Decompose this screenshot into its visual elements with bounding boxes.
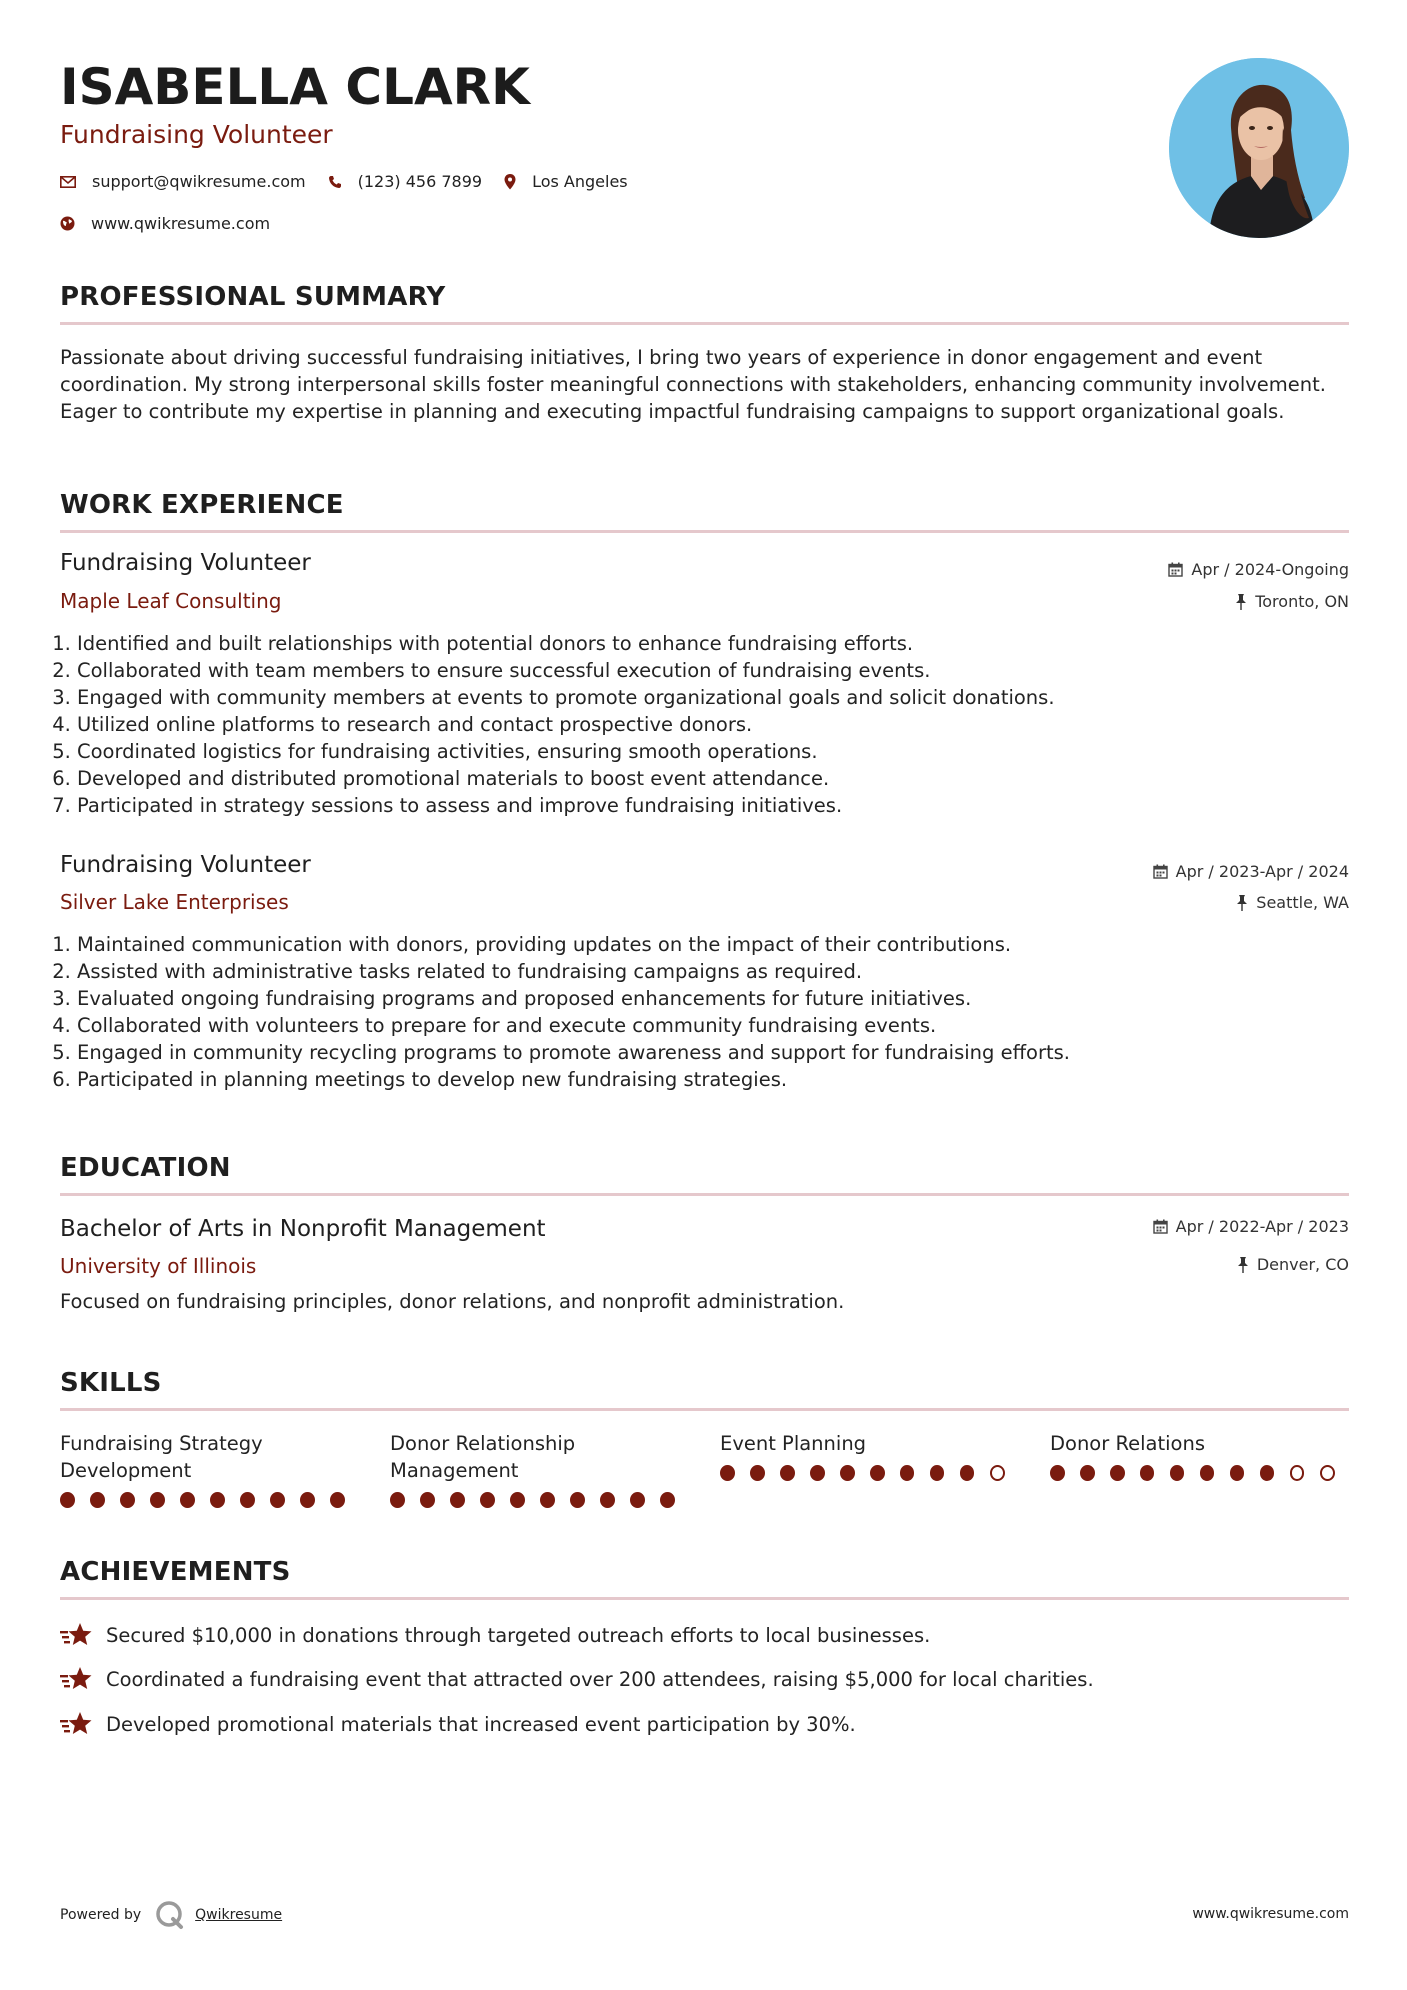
footer-website-link[interactable]: www.qwikresume.com <box>1192 1906 1349 1922</box>
job-location <box>1236 893 1349 912</box>
achievement-item <box>60 1666 1094 1692</box>
powered-by-label: Powered by <box>60 1907 142 1923</box>
calendar-icon <box>1168 562 1183 577</box>
website-text: www.qwikresume.com <box>91 214 271 233</box>
rating-dot-filled <box>330 1492 345 1508</box>
rating-dot-filled <box>570 1492 585 1508</box>
list-item: 7. Participated in strategy sessions to assess and improve fundraising initiatives. <box>77 792 1347 819</box>
job-dates <box>1153 862 1349 881</box>
rating-dot-filled <box>120 1492 135 1508</box>
rating-dot-filled <box>510 1492 525 1508</box>
rating-dot-filled <box>720 1465 735 1481</box>
location-text: Denver, CO <box>1256 1255 1349 1274</box>
dates-text: Apr / 2024-Ongoing <box>1191 560 1349 579</box>
skill-item <box>60 1430 360 1508</box>
job-title: Fundraising Volunteer <box>60 550 311 576</box>
rating-dot-filled <box>1260 1465 1275 1481</box>
rating-dot-filled <box>210 1492 225 1508</box>
star-icon <box>60 1711 94 1737</box>
skill-item <box>390 1430 690 1508</box>
skill-name: Event Planning <box>720 1432 867 1455</box>
education-dates <box>1153 1217 1349 1236</box>
rating-dot-filled <box>1230 1465 1245 1481</box>
rating-dot-filled <box>900 1465 915 1481</box>
contact-phone[interactable] <box>328 172 482 191</box>
education-heading: EDUCATION <box>60 1153 231 1183</box>
rating-dot-filled <box>480 1492 495 1508</box>
list-item: 2. Collaborated with team members to ensure successful execution of fundraising events. <box>77 657 1347 684</box>
rating-dot-filled <box>630 1492 645 1508</box>
skill-rating <box>720 1465 1020 1481</box>
section-divider <box>60 1193 1349 1196</box>
achievement-text: Secured $10,000 in donations through targeted outreach efforts to local businesses. <box>106 1623 931 1647</box>
rating-dot-filled <box>300 1492 315 1508</box>
list-item: 4. Utilized online platforms to research and contact prospective donors. <box>77 711 1347 738</box>
rating-dot-filled <box>450 1492 465 1508</box>
rating-dot-filled <box>150 1492 165 1508</box>
rating-dot-filled <box>870 1465 885 1481</box>
location-text: Toronto, ON <box>1255 592 1349 611</box>
skill-name: Donor Relationship Management <box>390 1432 576 1482</box>
section-divider <box>60 322 1349 325</box>
calendar-icon <box>1153 864 1168 879</box>
rating-dot-filled <box>90 1492 105 1508</box>
rating-dot-filled <box>660 1492 675 1508</box>
rating-dot-filled <box>780 1465 795 1481</box>
section-divider <box>60 1597 1349 1600</box>
rating-dot-filled <box>270 1492 285 1508</box>
list-item: 6. Participated in planning meetings to develop new fundraising strategies. <box>77 1066 1347 1093</box>
rating-dot-filled <box>1170 1465 1185 1481</box>
rating-dot-filled <box>1110 1465 1125 1481</box>
contact-row-website <box>60 214 292 233</box>
rating-dot-empty <box>1290 1465 1305 1481</box>
rating-dot-filled <box>750 1465 765 1481</box>
achievement-item <box>60 1711 856 1737</box>
list-item: 2. Assisted with administrative tasks related to fundraising campaigns as required. <box>77 958 1347 985</box>
achievement-item <box>60 1622 930 1648</box>
list-item: 3. Engaged with community members at events to promote organizational goals and solicit donations. <box>77 684 1347 711</box>
email-text: support@qwikresume.com <box>92 172 306 191</box>
section-divider <box>60 530 1349 533</box>
pushpin-icon <box>1235 594 1247 610</box>
section-divider <box>60 1408 1349 1411</box>
achievement-text: Coordinated a fundraising event that attracted over 200 attendees, raising $5,000 for local charities. <box>106 1667 1094 1691</box>
star-icon <box>60 1622 94 1648</box>
rating-dot-filled <box>960 1465 975 1481</box>
rating-dot-filled <box>810 1465 825 1481</box>
contact-website[interactable] <box>60 214 270 233</box>
star-icon <box>60 1666 94 1692</box>
calendar-icon <box>1153 1219 1168 1234</box>
profile-photo <box>1169 58 1349 238</box>
skill-name: Fundraising Strategy Development <box>60 1432 263 1482</box>
rating-dot-filled <box>180 1492 195 1508</box>
rating-dot-empty <box>990 1465 1005 1481</box>
skill-rating <box>60 1492 360 1508</box>
duty-list <box>60 630 1347 819</box>
rating-dot-filled <box>1080 1465 1095 1481</box>
skill-item <box>1050 1430 1350 1481</box>
skill-item <box>720 1430 1020 1481</box>
achievement-text: Developed promotional materials that increased event participation by 30%. <box>106 1712 856 1736</box>
rating-dot-filled <box>1140 1465 1155 1481</box>
candidate-name: ISABELLA CLARK <box>60 58 530 116</box>
rating-dot-filled <box>1200 1465 1215 1481</box>
degree-title: Bachelor of Arts in Nonprofit Management <box>60 1216 546 1242</box>
phone-text: (123) 456 7899 <box>357 172 483 191</box>
pushpin-icon <box>1237 1257 1249 1273</box>
qwikresume-logo-icon <box>155 1900 185 1930</box>
rating-dot-empty <box>1320 1465 1335 1481</box>
contact-location <box>504 172 628 191</box>
list-item: 5. Engaged in community recycling programs to promote awareness and support for fundraising efforts. <box>77 1039 1347 1066</box>
education-description: Focused on fundraising principles, donor relations, and nonprofit administration. <box>60 1290 845 1313</box>
list-item: 1. Maintained communication with donors, providing updates on the impact of their contributions. <box>77 931 1347 958</box>
map-pin-icon <box>504 174 516 190</box>
rating-dot-filled <box>390 1492 405 1508</box>
pushpin-icon <box>1236 895 1248 911</box>
footer-powered-by <box>60 1900 282 1930</box>
rating-dot-filled <box>840 1465 855 1481</box>
dates-text: Apr / 2022-Apr / 2023 <box>1175 1217 1349 1236</box>
rating-dot-filled <box>420 1492 435 1508</box>
list-item: 1. Identified and built relationships with potential donors to enhance fundraising efforts. <box>77 630 1347 657</box>
resume-page <box>60 0 1349 1990</box>
job-title: Fundraising Volunteer <box>60 852 311 878</box>
education-location <box>1237 1255 1349 1274</box>
rating-dot-filled <box>60 1492 75 1508</box>
rating-dot-filled <box>1050 1465 1065 1481</box>
globe-icon <box>60 216 75 231</box>
contact-email[interactable] <box>60 172 306 191</box>
skill-name: Donor Relations <box>1050 1432 1206 1455</box>
skills-heading: SKILLS <box>60 1368 162 1398</box>
dates-text: Apr / 2023-Apr / 2024 <box>1175 862 1349 881</box>
rating-dot-filled <box>240 1492 255 1508</box>
contact-row <box>60 172 650 191</box>
list-item: 6. Developed and distributed promotional materials to boost event attendance. <box>77 765 1347 792</box>
rating-dot-filled <box>600 1492 615 1508</box>
summary-heading: PROFESSIONAL SUMMARY <box>60 282 446 312</box>
achievements-heading: ACHIEVEMENTS <box>60 1557 291 1587</box>
job-location <box>1235 592 1349 611</box>
summary-text: Passionate about driving successful fundraising initiatives, I bring two years of experience in donor engagement and event coordination. My strong interpersonal skills foster meaningful connections with stakeholders, enhancing community involvement. Eager to contribute my expertise in planning and executing impactful fundraising campaigns to support organizational goals. <box>60 346 1326 423</box>
candidate-title: Fundraising Volunteer <box>60 120 333 149</box>
rating-dot-filled <box>540 1492 555 1508</box>
duty-list <box>60 931 1347 1093</box>
company-name: Maple Leaf Consulting <box>60 589 282 613</box>
brand-link[interactable]: Qwikresume <box>195 1907 283 1923</box>
envelope-icon <box>60 176 76 188</box>
school-name: University of Illinois <box>60 1254 257 1278</box>
phone-icon <box>328 175 342 189</box>
company-name: Silver Lake Enterprises <box>60 890 289 914</box>
profile-photo-image <box>1169 58 1349 238</box>
skill-rating <box>1050 1465 1350 1481</box>
rating-dot-filled <box>930 1465 945 1481</box>
list-item: 5. Coordinated logistics for fundraising activities, ensuring smooth operations. <box>77 738 1347 765</box>
list-item: 4. Collaborated with volunteers to prepare for and execute community fundraising events. <box>77 1012 1347 1039</box>
experience-heading: WORK EXPERIENCE <box>60 490 344 520</box>
skill-rating <box>390 1492 690 1508</box>
list-item: 3. Evaluated ongoing fundraising programs and proposed enhancements for future initiatives. <box>77 985 1347 1012</box>
location-text: Los Angeles <box>532 172 628 191</box>
job-dates <box>1168 560 1349 579</box>
location-text: Seattle, WA <box>1256 893 1349 912</box>
